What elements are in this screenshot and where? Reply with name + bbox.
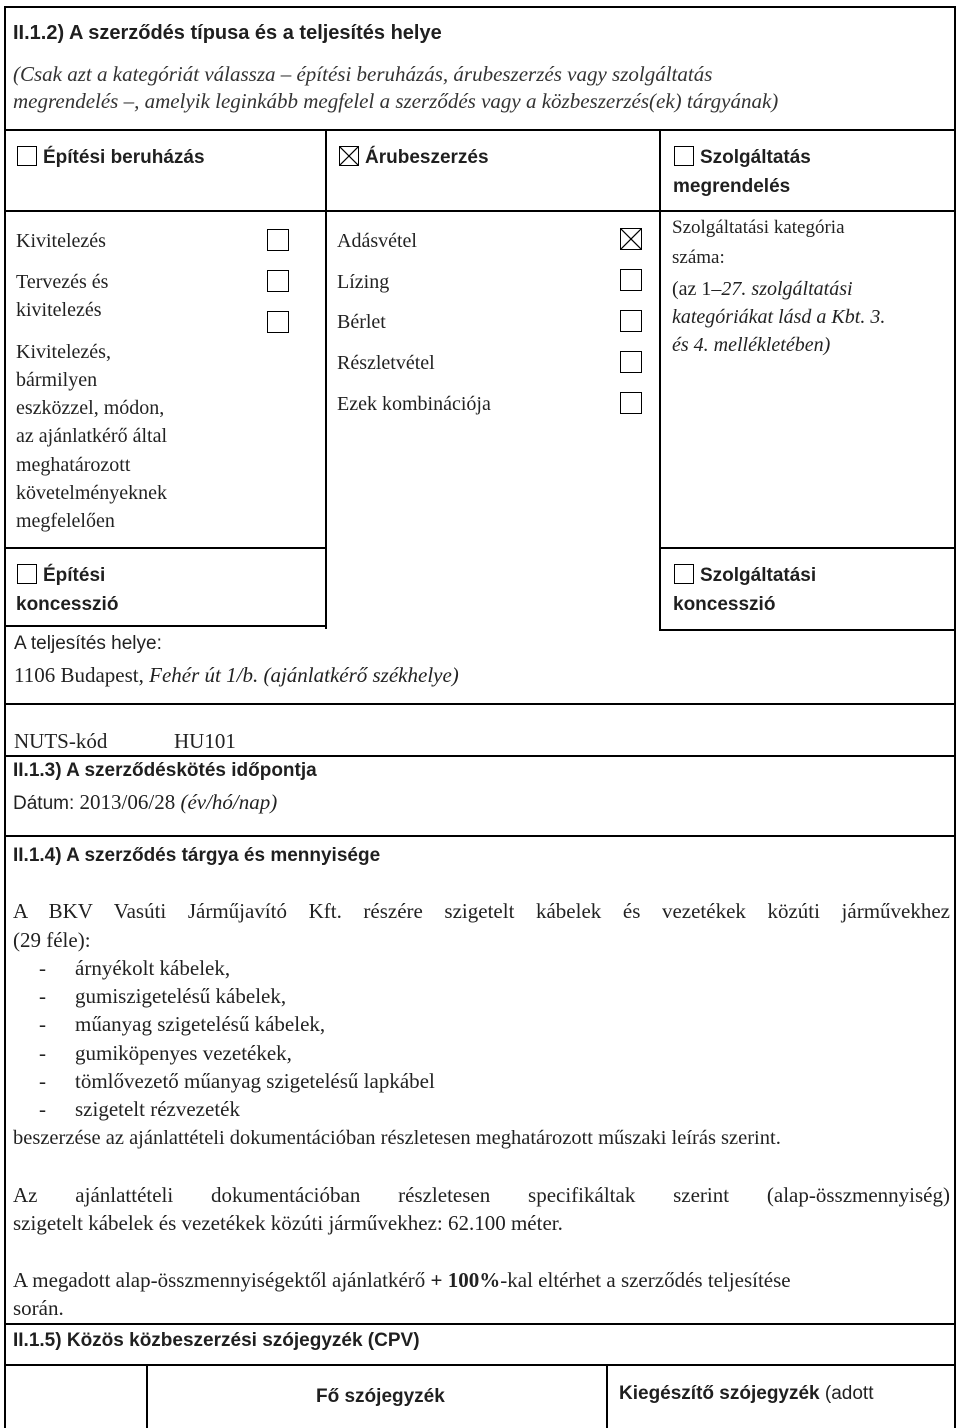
supplies-option-lease: Lízing (337, 271, 390, 293)
frame-right (954, 6, 956, 1428)
concession-divider-right (659, 547, 956, 549)
place-label: A teljesítés helye: (14, 633, 162, 654)
works-any-means-line1: Kivitelezés, (16, 341, 111, 363)
works-any-means-checkbox[interactable] (267, 311, 289, 333)
works-any-means-line6: követelményeknek (16, 482, 168, 504)
works-label: Építési beruházás (43, 147, 205, 168)
subject-deviation-bold: + 100% (430, 1268, 501, 1292)
services-checkbox[interactable] (674, 146, 694, 166)
subject-intro-line1: A BKV Vasúti Járműjavító Kft. részére szigetelt kábelek és vezetékek közúti járművekhez (13, 899, 950, 923)
col-divider-1 (325, 129, 327, 629)
services-label-line1: Szolgáltatás (700, 147, 811, 168)
works-concession-line1: Építési (43, 565, 106, 586)
subject-quantity-line1: Az ajánlattételi dokumentációban részletesen specifikáltak szerint (alap-összmennyiség) (13, 1183, 950, 1207)
nuts-value: HU101 (174, 729, 236, 753)
supplies-option-rental-checkbox[interactable] (620, 310, 642, 332)
subject-deviation-post: -kal eltérhet a szerződés teljesítése (500, 1268, 791, 1292)
cpv-supp-label-rest: (adott (819, 1383, 874, 1404)
contract-date-format: (év/hó/nap) (180, 790, 278, 814)
works-design-checkbox[interactable] (267, 270, 289, 292)
subject-item-3-text: műanyag szigetelésű kábelek, (75, 1012, 326, 1036)
works-any-means-line4: az ajánlatkérő által (16, 425, 168, 447)
services-category-line2: száma: (672, 247, 725, 268)
supplies-option-lease-checkbox[interactable] (620, 269, 642, 291)
supplies-option-purchase: Adásvétel (337, 230, 417, 252)
services-concession-checkbox[interactable] (674, 564, 694, 584)
works-execution-checkbox[interactable] (267, 229, 289, 251)
subject-item-1: - árnyékolt kábelek, (39, 956, 231, 980)
subject-outro: beszerzése az ajánlattételi dokumentációban részletesen meghatározott műszaki leírás szerint. (13, 1127, 781, 1149)
subject-item-6: - szigetelt rézvezeték (39, 1097, 240, 1121)
contract-date-row (13, 788, 277, 818)
nuts-label: NUTS-kód (14, 729, 108, 753)
supplies-checkbox[interactable] (339, 146, 359, 166)
services-category-range-italic: 27. szolgáltatási (721, 278, 853, 300)
subject-item-4: - gumiköpenyes vezetékek, (39, 1041, 292, 1065)
contract-date-label: Dátum: (13, 793, 80, 814)
subject-deviation-pre: A megadott alap-összmennyiségektől ajánlatkérő (13, 1268, 431, 1292)
cpv-col-divider-2 (606, 1364, 608, 1428)
services-label-line2: megrendelés (673, 176, 791, 197)
nuts-bottom-divider (4, 755, 956, 757)
contract-date-title: II.1.3) A szerződéskötés időpontja (13, 760, 317, 781)
services-category-line3 (672, 275, 853, 304)
subject-item-6-text: szigetelt rézvezeték (75, 1097, 240, 1121)
subject-item-5: - tömlővezető műanyag szigetelésű lapkábel (39, 1069, 435, 1093)
subject-item-4-text: gumiköpenyes vezetékek, (75, 1041, 292, 1065)
works-design-line1: Tervezés és (16, 271, 109, 293)
cpv-supp-label-bold: Kiegészítő szójegyzék (619, 1383, 820, 1404)
works-concession-line2: koncesszió (16, 594, 119, 615)
cpv-col-divider-1 (146, 1364, 148, 1428)
subject-item-3: - műanyag szigetelésű kábelek, (39, 1012, 326, 1036)
works-any-means-line3: eszközzel, módon, (16, 397, 165, 419)
cpv-main-label: Fő szójegyzék (316, 1386, 445, 1407)
frame-top (4, 6, 956, 8)
supplies-option-hire-purchase-checkbox[interactable] (620, 351, 642, 373)
works-any-means-line5: meghatározott (16, 454, 131, 476)
place-address-street: Fehér út 1/b. (ajánlatkérő székhelye) (149, 663, 459, 687)
services-concession-bottom (659, 629, 956, 631)
supplies-option-rental: Bérlet (337, 311, 386, 333)
subject-title: II.1.4) A szerződés tárgya és mennyisége (13, 845, 381, 866)
services-concession-line1: Szolgáltatási (700, 565, 817, 586)
col-divider-2 (659, 129, 661, 629)
cpv-supp-label (619, 1383, 874, 1405)
supplies-option-combination-checkbox[interactable] (620, 392, 642, 414)
place-address (14, 661, 459, 689)
works-design-line2: kivitelezés (16, 299, 102, 321)
supplies-option-purchase-checkbox[interactable] (620, 228, 642, 250)
subject-item-1-text: árnyékolt kábelek, (75, 956, 231, 980)
place-bottom-divider (4, 703, 956, 705)
subject-item-2: - gumiszigetelésű kábelek, (39, 984, 287, 1008)
services-category-range: (az 1– (672, 278, 722, 300)
subject-deviation-line1 (13, 1266, 950, 1294)
date-bottom-divider (4, 835, 956, 837)
contract-date-value: 2013/06/28 (79, 790, 176, 814)
concession-divider-left (4, 547, 326, 549)
cpv-title: II.1.5) Közös közbeszerzési szójegyzék (CPV) (13, 1330, 420, 1351)
header-divider (4, 129, 956, 131)
services-category-line1: Szolgáltatási kategória (672, 217, 845, 238)
subject-bottom-divider (4, 1323, 956, 1325)
subject-item-2-text: gumiszigetelésű kábelek, (75, 984, 287, 1008)
supplies-label: Árubeszerzés (365, 147, 489, 168)
works-any-means-line2: bármilyen (16, 369, 98, 391)
services-concession-line2: koncesszió (673, 594, 776, 615)
subject-intro-line2: (29 féle): (13, 928, 91, 952)
works-concession-bottom (4, 625, 326, 627)
works-concession-checkbox[interactable] (17, 564, 37, 584)
frame-left (4, 6, 6, 1428)
subject-item-5-text: tömlővezető műanyag szigetelésű lapkábel (75, 1069, 435, 1093)
services-category-line4: kategóriákat lásd a Kbt. 3. (672, 306, 886, 328)
works-execution-label: Kivitelezés (16, 230, 106, 252)
works-checkbox[interactable] (17, 146, 37, 166)
place-address-city: 1106 Budapest, (14, 663, 150, 687)
supplies-option-combination: Ezek kombinációja (337, 393, 491, 415)
subject-deviation-line2: során. (13, 1296, 64, 1320)
services-category-line5: és 4. mellékletében) (672, 334, 831, 356)
supplies-option-hire-purchase: Részletvétel (337, 352, 435, 374)
instruction-line-1: (Csak azt a kategóriát válassza – építési beruházás, árubeszerzés vagy szolgáltatás (13, 62, 713, 86)
instruction-line-2: megrendelés –, amelyik leginkább megfelel a szerződés vagy a közbeszerzés(ek) tárgyának) (13, 89, 779, 113)
category-row-divider (4, 210, 956, 212)
subject-quantity-line2: szigetelt kábelek és vezetékek közúti járművekhez: 62.100 méter. (13, 1211, 563, 1235)
works-any-means-line7: megfelelően (16, 510, 115, 532)
section-title: II.1.2) A szerződés típusa és a teljesítés helye (13, 22, 442, 44)
